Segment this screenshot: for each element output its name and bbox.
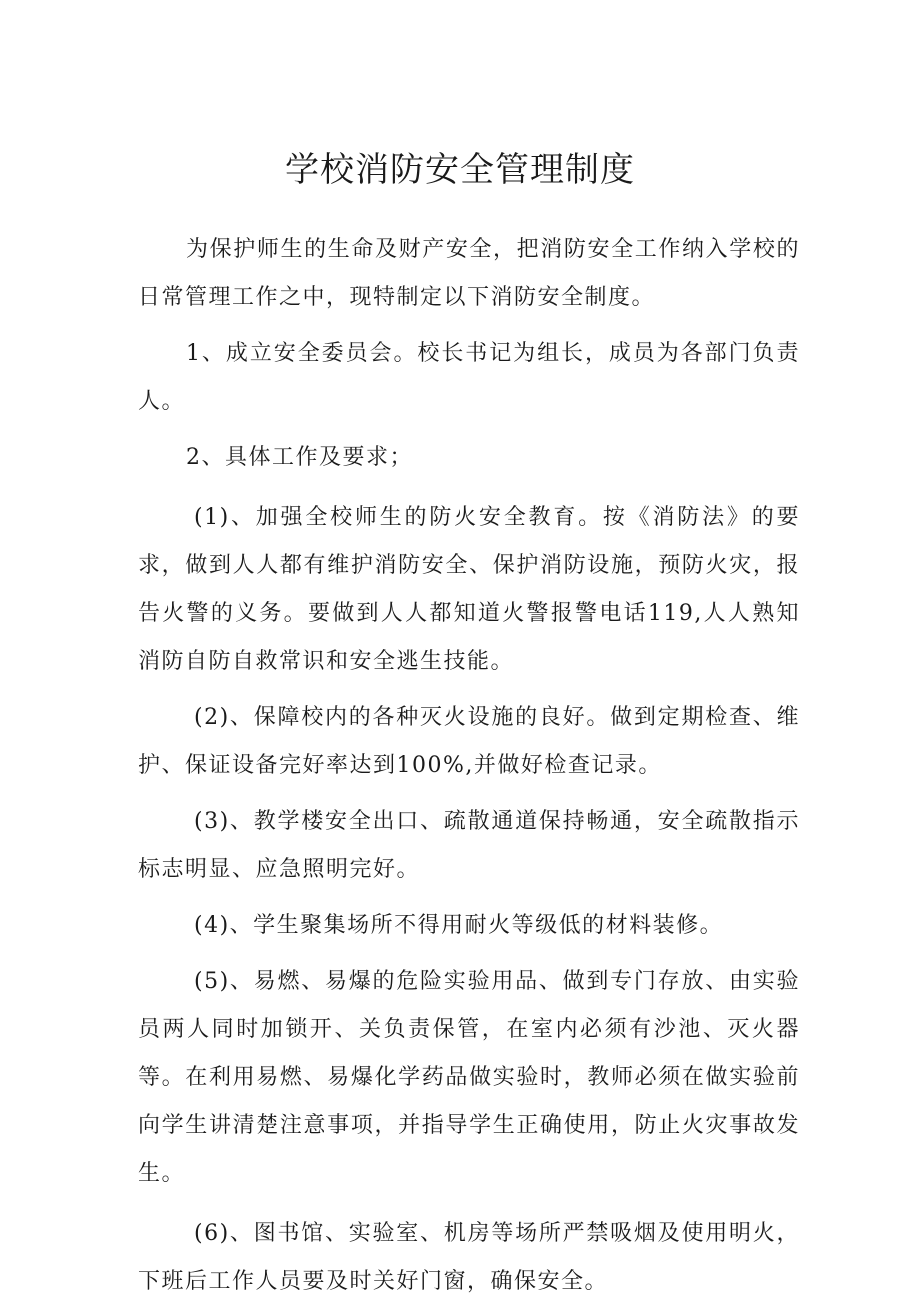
document-body (138, 226, 800, 1306)
requirement-item-5: (5)、易燃、易爆的危险实验用品、做到专门存放、由实验员两人同时加锁开、关负责保管，在室内必须有沙池、灭火器等。在利用易燃、易爆化学药品做实验时，教师必须在做实验前向学生讲清楚注意事项，并指导学生正确使用，防止火灾事故发生。 (138, 969, 800, 1186)
document-title: 学校消防安全管理制度 (285, 150, 635, 190)
requirement-item-6: (6)、图书馆、实验室、机房等场所严禁吸烟及使用明火，下班后工作人员要及时关好门窗，确保安全。 (138, 1221, 800, 1294)
paragraph-committee: 1、成立安全委员会。校长书记为组长，成员为各部门负责人。 (138, 341, 800, 414)
requirement-item-2: (2)、保障校内的各种灭火设施的良好。做到定期检查、维护、保证设备完好率达到100%,并做好检查记录。 (138, 705, 800, 778)
intro-paragraph: 为保护师生的生命及财产安全，把消防安全工作纳入学校的日常管理工作之中，现特制定以下消防安全制度。 (138, 237, 800, 310)
requirement-item-1: (1)、加强全校师生的防火安全教育。按《消防法》的要求，做到人人都有维护消防安全、保护消防设施，预防火灾，报告火警的义务。要做到人人都知道火警报警电话119,人人熟知消防自防自救常识和安全逃生技能。 (138, 505, 800, 674)
paragraph-requirements: 2、具体工作及要求； (186, 445, 413, 470)
requirement-item-4: (4)、学生聚集场所不得用耐火等级低的材料装修。 (194, 913, 724, 938)
requirement-item-3: (3)、教学楼安全出口、疏散通道保持畅通，安全疏散指示标志明显、应急照明完好。 (138, 809, 800, 882)
